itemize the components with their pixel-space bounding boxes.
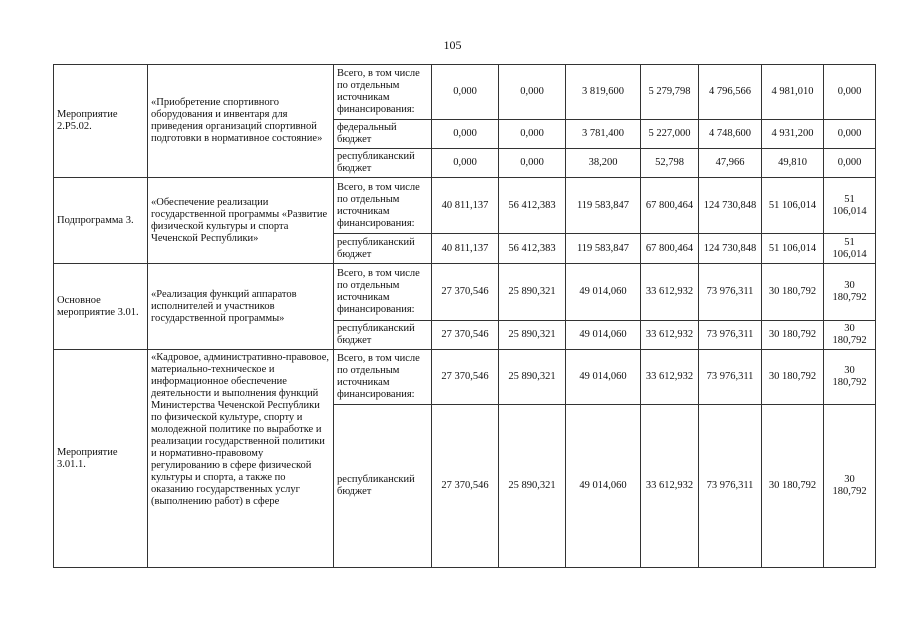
amount-cell: 38,200 [566,149,641,178]
amount-cell: 124 730,848 [699,234,762,264]
amount-cell: 0,000 [499,149,566,178]
funding-source-cell: республиканский бюджет [334,234,432,264]
amount-cell: 40 811,137 [432,234,499,264]
funding-source-cell: Всего, в том числе по отдельным источникам финансирования: [334,350,432,405]
table-row [54,350,876,405]
amount-cell: 3 819,600 [566,65,641,120]
amount-cell: 73 976,311 [699,321,762,350]
amount-cell: 27 370,546 [432,350,499,405]
funding-source-cell: республиканский бюджет [334,321,432,350]
program-code-cell: Подпрограмма 3. [54,178,148,264]
table-row [54,65,876,120]
page-number: 105 [443,38,462,52]
amount-cell: 0,000 [432,149,499,178]
amount-cell: 56 412,383 [499,234,566,264]
amount-cell: 56 412,383 [499,178,566,234]
amount-cell: 25 890,321 [499,321,566,350]
amount-cell: 4 796,566 [699,65,762,120]
amount-cell: 4 748,600 [699,120,762,149]
amount-cell: 27 370,546 [432,405,499,568]
funding-source-cell: Всего, в том числе по отдельным источникам финансирования: [334,65,432,120]
program-name-cell: «Обеспечение реализации государственной программы «Развитие физической культуры и спорта Чеченской Республики» [148,178,334,264]
amount-cell: 49,810 [762,149,824,178]
program-name-cell: «Приобретение спортивного оборудования и инвентаря для приведения организаций спортивной подготовки в нормативное состояние» [148,65,334,178]
amount-cell: 25 890,321 [499,264,566,321]
amount-cell: 4 981,010 [762,65,824,120]
amount-cell: 30 180,792 [762,405,824,568]
amount-cell: 30 180,792 [824,264,876,321]
amount-cell: 3 781,400 [566,120,641,149]
amount-cell: 0,000 [432,120,499,149]
amount-cell: 67 800,464 [641,234,699,264]
amount-cell: 0,000 [499,120,566,149]
amount-cell: 30 180,792 [824,405,876,568]
program-code-cell: Мероприятие 3.01.1. [54,350,148,568]
amount-cell: 0,000 [824,120,876,149]
program-name-cell: «Кадровое, административно-правовое, материально-техническое и информационное обеспечение деятельности и выполнения функций Министерства Чеченской Республики по физической культуре, спорту и молодежной политике по выработке и реализации государственной политики и нормативно-правовому регулированию в сфере физической культуры и спорта, а также по оказанию государственных услуг (выполнению работ) в сфере [148,350,334,568]
amount-cell: 51 106,014 [762,178,824,234]
amount-cell: 30 180,792 [762,264,824,321]
amount-cell: 33 612,932 [641,264,699,321]
amount-cell: 51 106,014 [762,234,824,264]
program-code-cell: Мероприятие 2.Р5.02. [54,65,148,178]
amount-cell: 67 800,464 [641,178,699,234]
amount-cell: 0,000 [824,65,876,120]
funding-source-cell: федеральный бюджет [334,120,432,149]
amount-cell: 33 612,932 [641,350,699,405]
amount-cell: 30 180,792 [824,321,876,350]
amount-cell: 30 180,792 [762,350,824,405]
amount-cell: 47,966 [699,149,762,178]
amount-cell: 0,000 [499,65,566,120]
amount-cell: 49 014,060 [566,321,641,350]
amount-cell: 51 106,014 [824,234,876,264]
amount-cell: 73 976,311 [699,264,762,321]
amount-cell: 30 180,792 [762,321,824,350]
amount-cell: 27 370,546 [432,264,499,321]
table-row [54,264,876,321]
amount-cell: 27 370,546 [432,321,499,350]
funding-source-cell: Всего, в том числе по отдельным источникам финансирования: [334,178,432,234]
amount-cell: 40 811,137 [432,178,499,234]
funding-source-cell: Всего, в том числе по отдельным источникам финансирования: [334,264,432,321]
amount-cell: 5 227,000 [641,120,699,149]
amount-cell: 49 014,060 [566,350,641,405]
amount-cell: 119 583,847 [566,178,641,234]
amount-cell: 49 014,060 [566,264,641,321]
program-code-cell: Основное мероприятие 3.01. [54,264,148,350]
program-name-cell: «Реализация функций аппаратов исполнителей и участников государственной программы» [148,264,334,350]
amount-cell: 124 730,848 [699,178,762,234]
amount-cell: 52,798 [641,149,699,178]
amount-cell: 73 976,311 [699,405,762,568]
amount-cell: 73 976,311 [699,350,762,405]
amount-cell: 33 612,932 [641,321,699,350]
funding-source-cell: республиканский бюджет [334,405,432,568]
amount-cell: 119 583,847 [566,234,641,264]
amount-cell: 51 106,014 [824,178,876,234]
funding-source-cell: республиканский бюджет [334,149,432,178]
budget-table [53,64,876,568]
amount-cell: 25 890,321 [499,350,566,405]
amount-cell: 33 612,932 [641,405,699,568]
amount-cell: 49 014,060 [566,405,641,568]
table-row [54,178,876,234]
amount-cell: 0,000 [824,149,876,178]
amount-cell: 4 931,200 [762,120,824,149]
amount-cell: 30 180,792 [824,350,876,405]
amount-cell: 0,000 [432,65,499,120]
amount-cell: 25 890,321 [499,405,566,568]
amount-cell: 5 279,798 [641,65,699,120]
